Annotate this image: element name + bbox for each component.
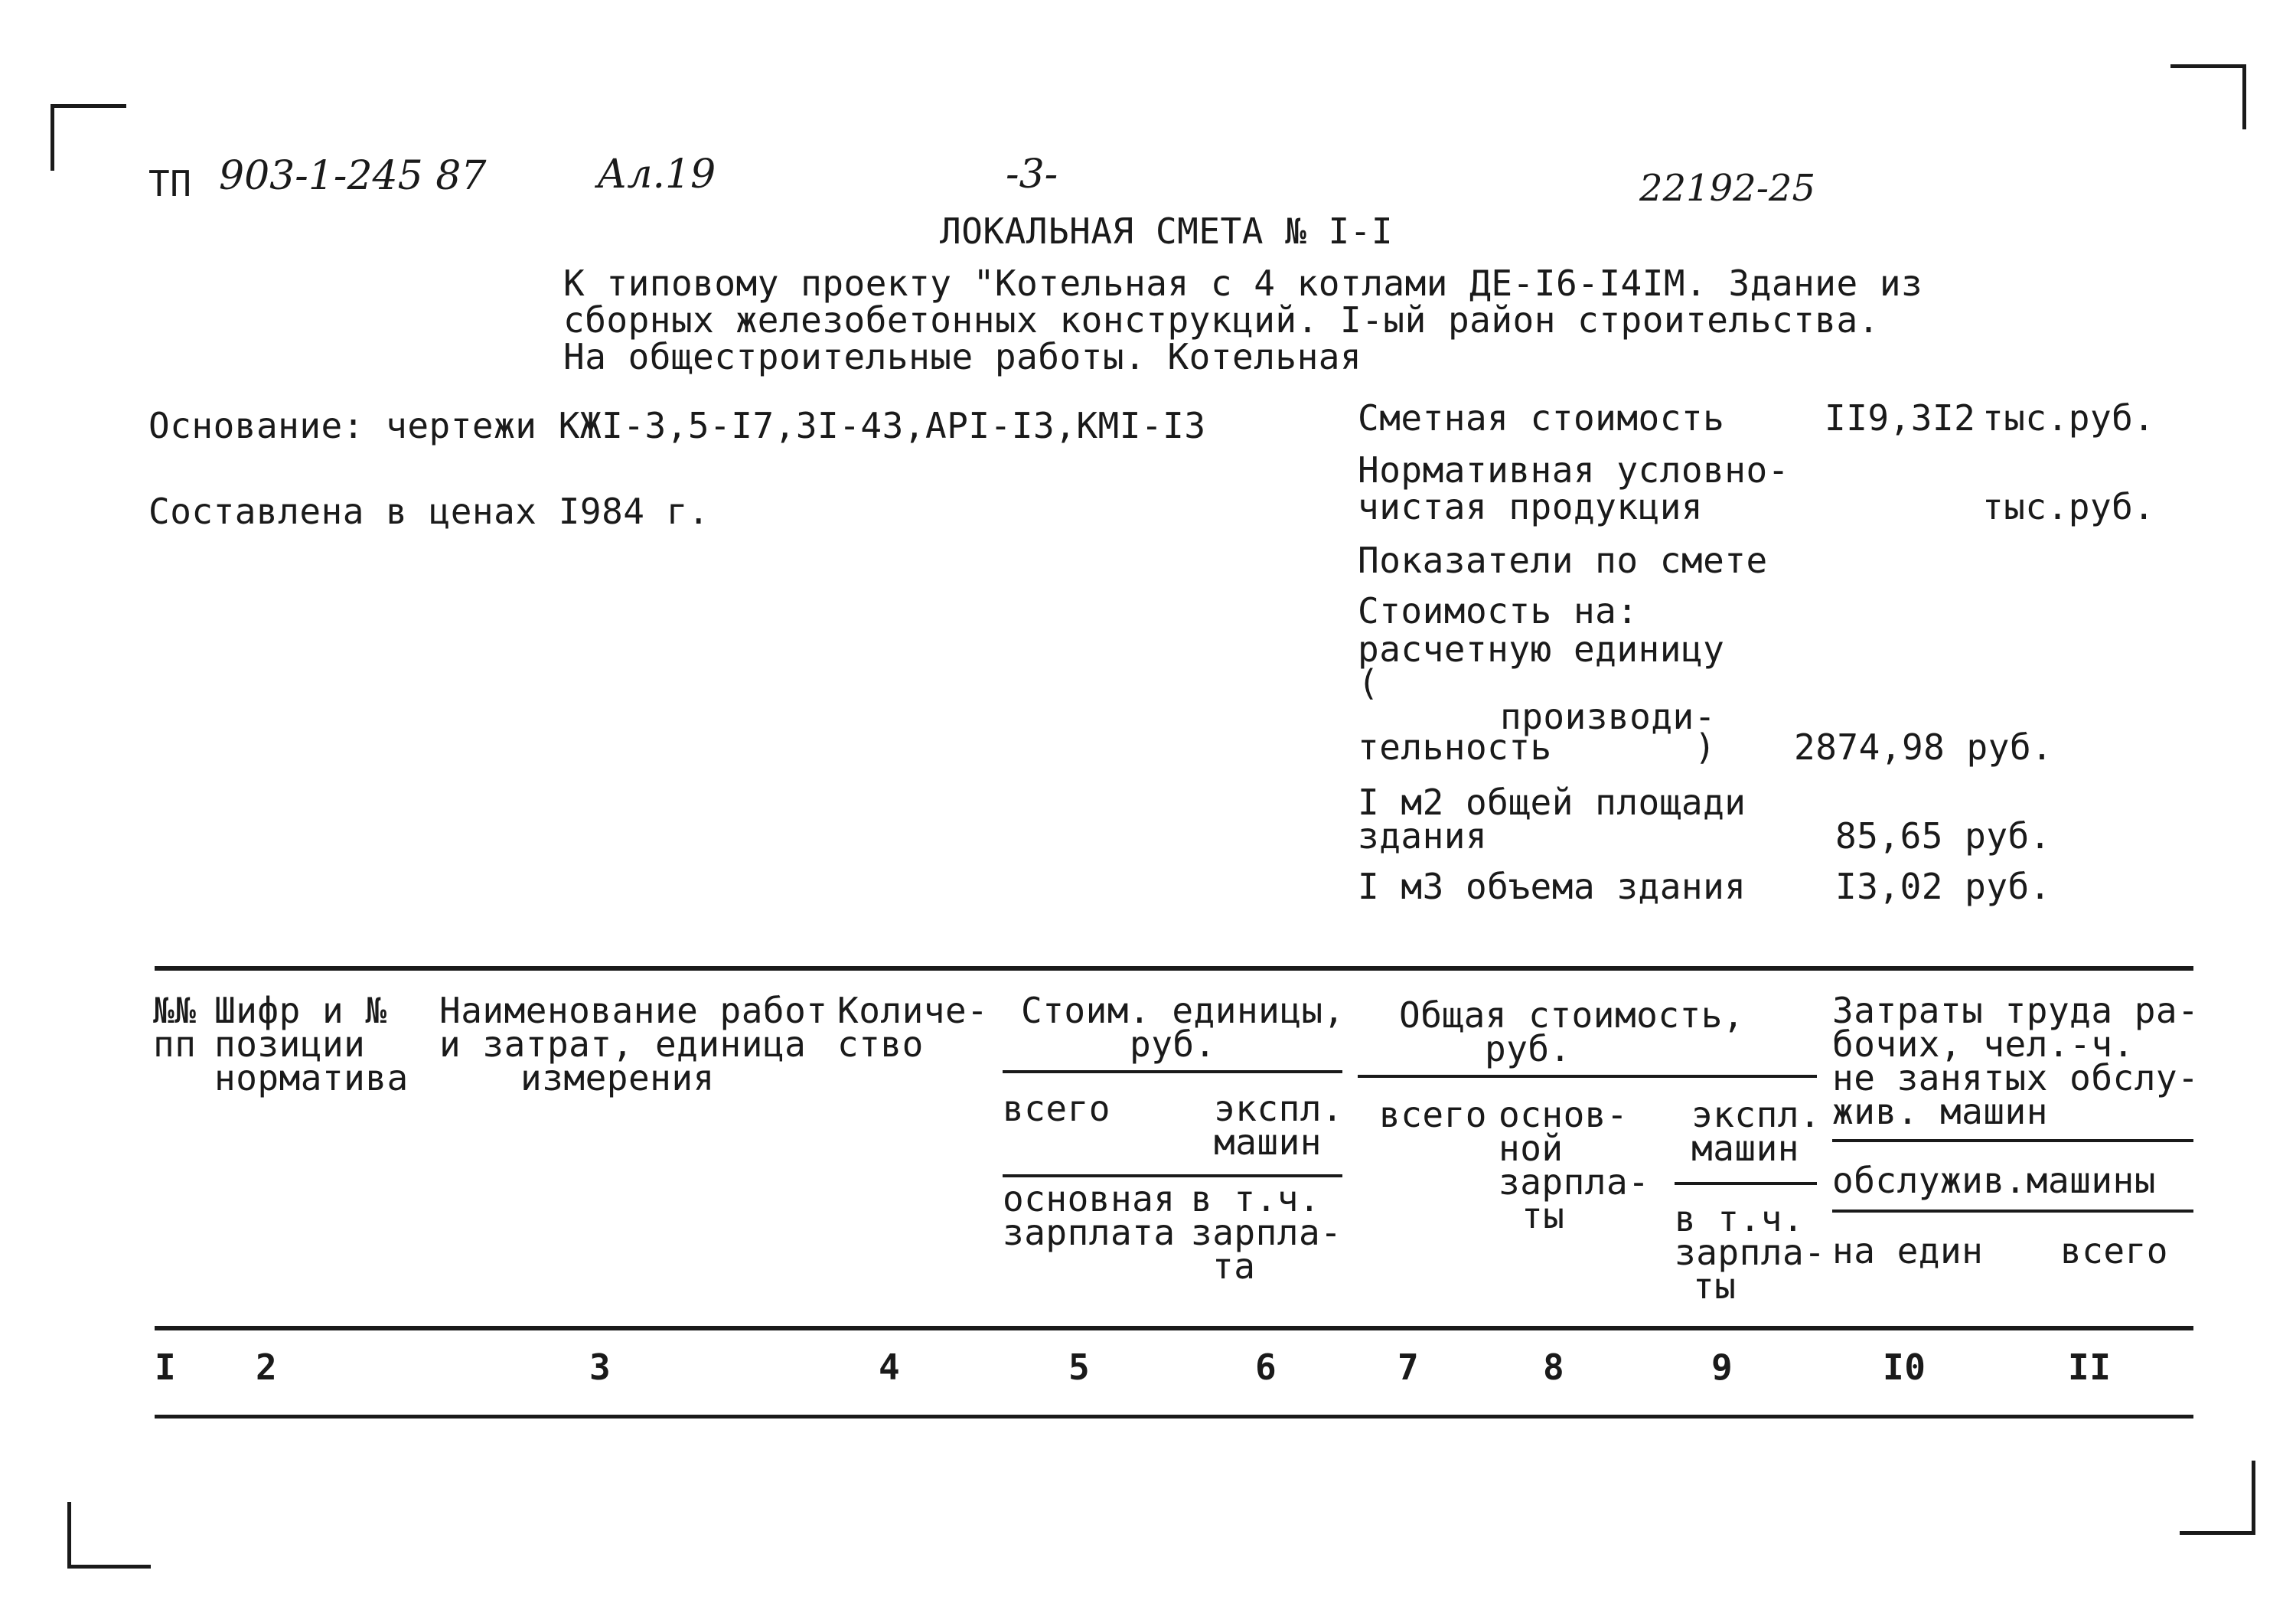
column-number-9: 9: [1711, 1347, 1733, 1388]
productivity-label-1: производи-: [1500, 696, 1716, 737]
album-number: Ал.19: [597, 152, 716, 198]
total-cost-rule: [1358, 1075, 1817, 1078]
total-cost-incl-b: зарпла-: [1675, 1232, 1826, 1273]
labor-total-label: всего: [2060, 1230, 2168, 1272]
column-number-2: 2: [256, 1347, 278, 1388]
area-label-1: I м2 общей площади: [1358, 782, 1746, 823]
unit-cost-expl-a: экспл.: [1214, 1088, 1344, 1129]
unit-cost-expl-b: машин: [1214, 1121, 1322, 1163]
col-qty-header-a: Количе-: [837, 990, 989, 1031]
productivity-label-2: тельность: [1358, 726, 1552, 768]
corner-mark-bottom-left: [67, 1502, 151, 1569]
labor-rule-2: [1832, 1210, 2193, 1213]
total-cost-incl-a: в т.ч.: [1675, 1198, 1805, 1239]
column-number-6: 6: [1255, 1347, 1277, 1388]
subtitle-line-2: сборных железобетонных конструкций. I-ый район строительства.: [563, 299, 1880, 341]
col-code-header-c: норматива: [214, 1057, 409, 1099]
page-number: -3-: [1006, 152, 1058, 198]
col-code-header-b: позиции: [214, 1023, 366, 1065]
labor-header-b: бочих, чел.-ч.: [1832, 1023, 2135, 1065]
column-number-7: 7: [1397, 1347, 1420, 1388]
col-code-header-a: Шифр и №: [214, 990, 387, 1031]
subtitle-line-3: На общестроительные работы. Котельная: [563, 336, 1362, 377]
estimated-cost-label: Сметная стоимость: [1358, 397, 1725, 439]
subtitle-line-1: К типовому проекту "Котельная с 4 котлами ДЕ-I6-I4IМ. Здание из: [563, 263, 1923, 304]
unit-cost-incl-c: та: [1212, 1245, 1256, 1287]
col-name-header-b: и затрат, единица: [439, 1023, 807, 1065]
total-cost-basic-c: зарпла-: [1499, 1161, 1650, 1203]
column-number-5: 5: [1068, 1347, 1091, 1388]
column-number-8: 8: [1543, 1347, 1565, 1388]
indicators-label: Показатели по смете: [1358, 540, 1768, 581]
labor-rule-1: [1832, 1139, 2193, 1142]
unit-cost-rule: [1003, 1070, 1342, 1073]
total-cost-header-a: Общая стоимость,: [1399, 994, 1745, 1036]
productivity-value: 2874,98 руб.: [1794, 726, 2053, 768]
total-cost-incl-c: ты: [1693, 1265, 1737, 1307]
normative-label-1: Нормативная условно-: [1358, 449, 1789, 491]
total-cost-header-b: руб.: [1485, 1028, 1571, 1069]
total-cost-sub-rule: [1675, 1182, 1817, 1185]
labor-header-d: жив. машин: [1832, 1091, 2048, 1132]
unit-cost-sub-rule: [1003, 1174, 1342, 1177]
normative-label-2: чистая продукция: [1358, 486, 1704, 527]
cost-per-label-1: Стоимость на:: [1358, 590, 1639, 632]
productivity-paren-close: ): [1694, 726, 1717, 768]
total-cost-basic-d: ты: [1521, 1195, 1565, 1236]
tp-code: 903-1-245 87: [219, 153, 487, 199]
corner-mark-top-left: [51, 104, 126, 171]
estimated-cost-value: II9,3I2: [1825, 397, 1976, 439]
column-number-3: 3: [589, 1347, 612, 1388]
unit-cost-incl-b: зарпла-: [1191, 1212, 1342, 1253]
col-name-header-a: Наименование работ: [439, 990, 828, 1031]
estimated-cost-unit: тыс.руб.: [1982, 397, 2155, 439]
unit-cost-header-a: Стоим. единицы,: [1021, 990, 1345, 1031]
col-number-header-a: №№: [153, 990, 197, 1031]
basis-drawings: Основание: чертежи КЖI-3,5-I7,3I-43,АРI-I3,КМI-I3: [148, 405, 1206, 446]
total-cost-basic-a: основ-: [1499, 1094, 1629, 1135]
table-header-bottom-rule: [155, 1326, 2193, 1330]
document-id: 22192-25: [1639, 167, 1815, 210]
total-cost-expl-a: экспл.: [1691, 1094, 1821, 1135]
total-cost-all-label: всего: [1379, 1094, 1487, 1135]
tp-prefix: ТП: [148, 163, 192, 204]
unit-cost-base-salary-b: зарплата: [1003, 1212, 1176, 1253]
col-qty-header-b: ство: [837, 1023, 924, 1065]
table-numbers-bottom-rule: [155, 1415, 2193, 1418]
labor-machines-label: обслужив.машины: [1832, 1160, 2156, 1201]
unit-cost-total-label: всего: [1003, 1088, 1110, 1129]
column-number-10: I0: [1883, 1347, 1926, 1388]
cost-per-paren-open: (: [1358, 662, 1380, 704]
total-cost-expl-b: машин: [1691, 1128, 1799, 1169]
column-number-4: 4: [879, 1347, 901, 1388]
corner-mark-bottom-right: [2180, 1461, 2255, 1535]
unit-cost-base-salary-a: основная: [1003, 1178, 1176, 1219]
unit-cost-incl-a: в т.ч.: [1191, 1178, 1321, 1219]
normative-unit: тыс.руб.: [1982, 486, 2155, 527]
area-label-2: здания: [1358, 815, 1488, 857]
labor-header-c: не занятых обслу-: [1832, 1057, 2200, 1099]
labor-header-a: Затраты труда ра-: [1832, 990, 2200, 1031]
table-top-rule: [155, 966, 2193, 971]
col-name-header-c: измерения: [520, 1057, 715, 1099]
area-value: 85,65 руб.: [1835, 815, 2051, 857]
corner-mark-top-right: [2170, 64, 2246, 129]
volume-value: I3,02 руб.: [1835, 866, 2051, 907]
page-title: ЛОКАЛЬНАЯ СМЕТА № I-I: [940, 211, 1394, 252]
column-number-11: II: [2068, 1347, 2112, 1388]
cost-per-label-2: расчетную единицу: [1358, 628, 1725, 670]
volume-label: I м3 объема здания: [1358, 866, 1746, 907]
col-number-header-b: пп: [153, 1023, 197, 1065]
column-number-1: I: [155, 1347, 177, 1388]
unit-cost-header-b: руб.: [1130, 1023, 1216, 1065]
labor-per-unit-label: на един: [1832, 1230, 1984, 1272]
total-cost-basic-b: ной: [1499, 1128, 1564, 1169]
price-year: Составлена в ценах I984 г.: [148, 491, 710, 532]
